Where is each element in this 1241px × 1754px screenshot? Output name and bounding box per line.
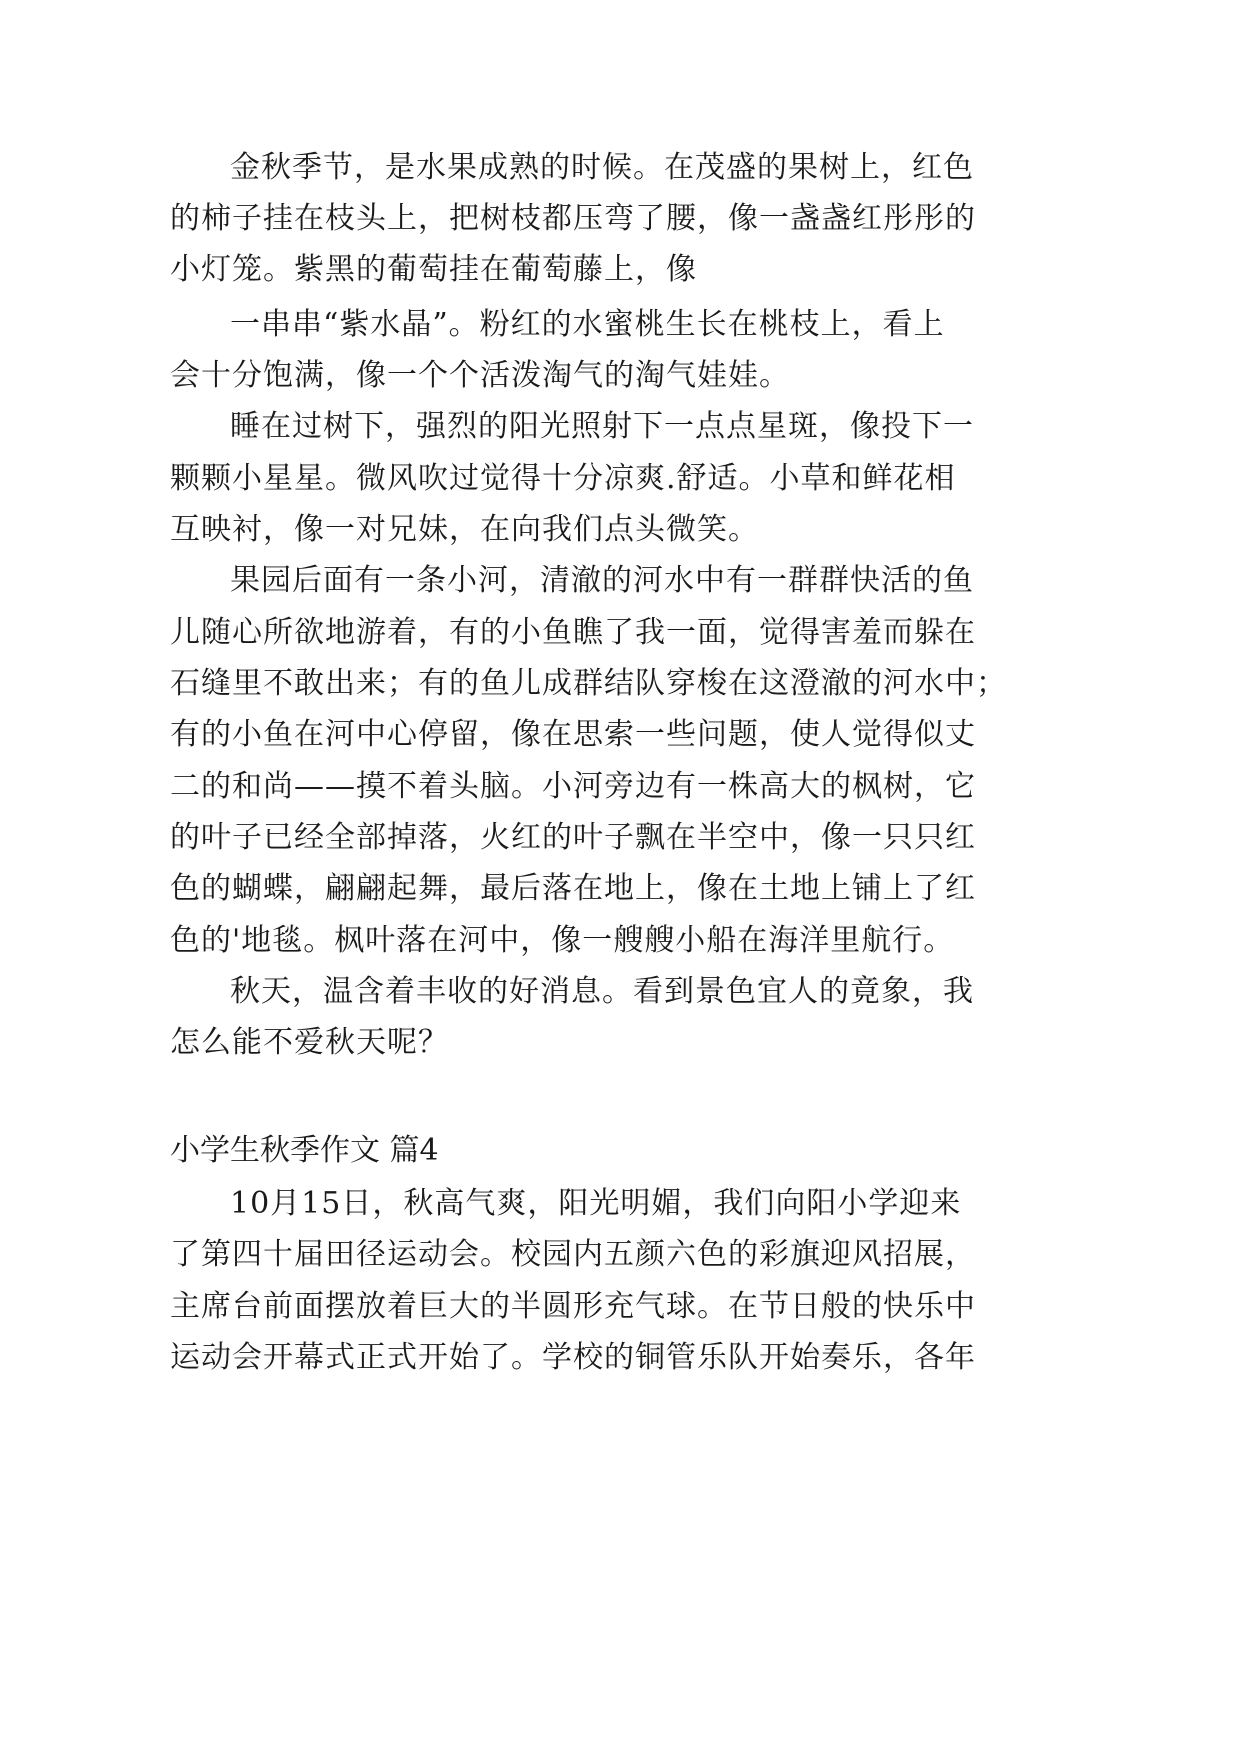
text-line: 金秋季节，是水果成熟的时候。在茂盛的果树上，红色 (230, 150, 974, 185)
text-line: 秋天，温含着丰收的好消息。看到景色宜人的竟象，我 (230, 974, 974, 1009)
text-line: 儿随心所欲地游着，有的小鱼瞧了我一面，觉得害羞而躲在 (170, 615, 976, 650)
text-line: 一串串“紫水晶”。粉红的水蜜桃生长在桃枝上，看上 (230, 307, 945, 342)
text-line: 小灯笼。紫黑的葡萄挂在葡萄藤上，像 (170, 252, 697, 287)
text-line: 色的'地毯。枫叶落在河中，像一艘艘小船在海洋里航行。 (170, 923, 955, 958)
text-line: 的叶子已经全部掉落，火红的叶子飘在半空中，像一只只红 (170, 820, 976, 855)
text-line: 颗颗小星星。微风吹过觉得十分凉爽.舒适。小草和鲜花相 (170, 461, 956, 496)
text-line: 的柿子挂在枝头上，把树枝都压弯了腰，像一盏盏红彤彤的 (170, 201, 976, 236)
text-line: 睡在过树下，强烈的阳光照射下一点点星斑，像投下一 (230, 409, 974, 444)
text-line: 色的蝴蝶，翩翩起舞，最后落在地上，像在土地上铺上了红 (170, 871, 976, 906)
text-line: 会十分饱满，像一个个活泼淘气的淘气娃娃。 (170, 358, 790, 393)
text-line: 二的和尚——摸不着头脑。小河旁边有一株高大的枫树，它 (170, 769, 976, 804)
text-line: 果园后面有一条小河，清澈的河水中有一群群快活的鱼 (230, 563, 974, 598)
text-line: 怎么能不爱秋天呢？ (170, 1025, 449, 1060)
text-line: 主席台前面摆放着巨大的半圆形充气球。在节日般的快乐中 (170, 1289, 976, 1324)
text-line: 互映衬，像一对兄妹，在向我们点头微笑。 (170, 512, 759, 547)
text-line: 石缝里不敢出来；有的鱼儿成群结队穿梭在这澄澈的河水中； (170, 666, 1007, 701)
section-heading: 小学生秋季作文 篇4 (170, 1133, 439, 1168)
text-line: 10月15日，秋高气爽，阳光明媚，我们向阳小学迎来 (230, 1186, 962, 1221)
text-line: 有的小鱼在河中心停留，像在思索一些问题，使人觉得似丈 (170, 717, 976, 752)
text-line: 了第四十届田径运动会。校园内五颜六色的彩旗迎风招展， (170, 1237, 976, 1272)
text-line: 运动会开幕式正式开始了。学校的铜管乐队开始奏乐，各年 (170, 1340, 976, 1375)
